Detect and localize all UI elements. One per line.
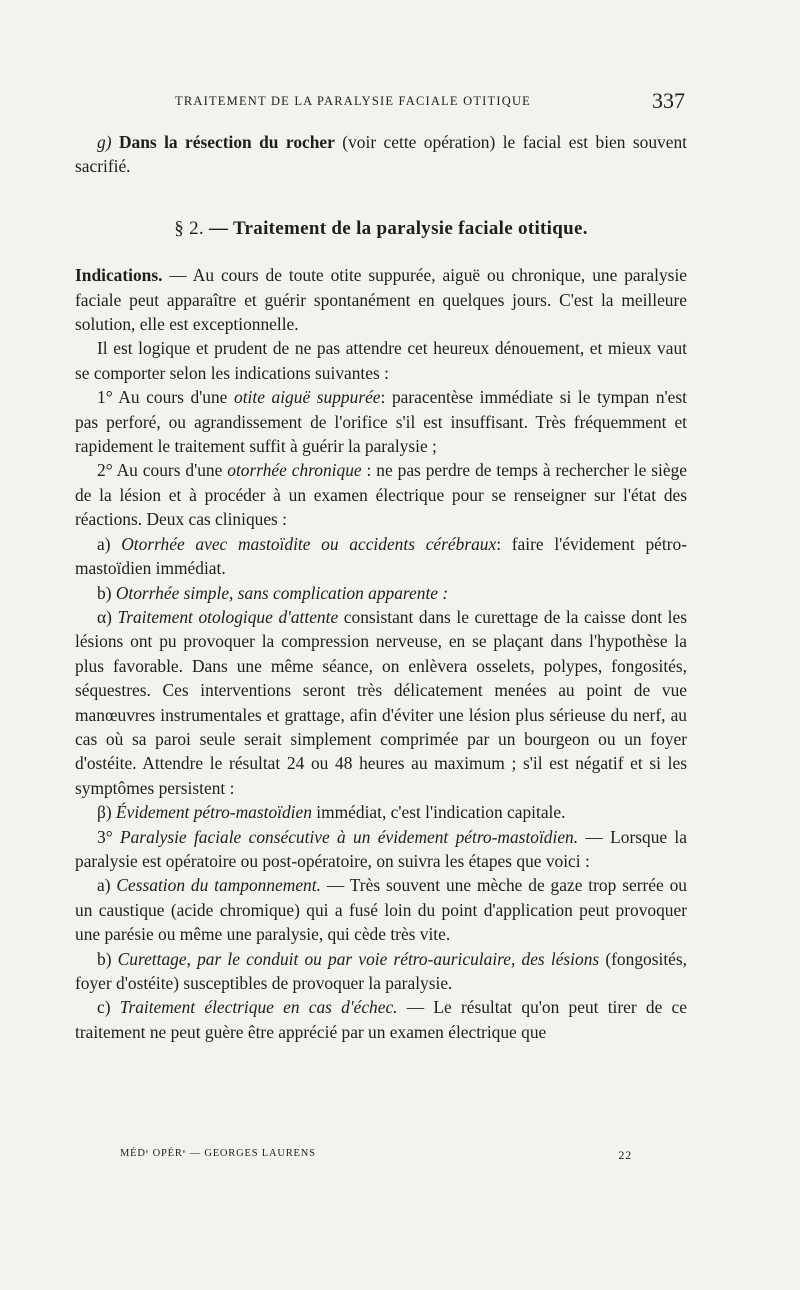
section-heading (75, 217, 687, 241)
paragraph-3 (75, 825, 687, 874)
italic-term: Otorrhée simple, sans complication apparente : (115, 582, 449, 603)
printer-signature: MÉDᵉ OPÉRᵉ — GEORGES LAURENS (120, 1148, 316, 1159)
section-number: § 2. (174, 217, 204, 239)
item-label: b) (97, 582, 116, 603)
paragraph-alpha (75, 605, 687, 800)
paragraph-text: 2° Au cours d'une (97, 460, 228, 481)
bold-term: Dans la résection du rocher (118, 132, 335, 152)
section-title: — Traitement de la paralysie faciale otitique. (208, 217, 588, 239)
item-label: c) (97, 997, 120, 1018)
paragraph-text: (voir cette opération) le facial est bien souvent sacrifié. (75, 132, 687, 177)
paragraph-c (75, 873, 687, 946)
paragraph-b (75, 581, 687, 605)
paragraph-text: — Au cours de toute otite suppurée, aiguë ou chronique, une paralysie faciale peut apparaître et guérir spontanément en quelques jours. C'est la meilleure solution, elle est exceptionnelle. (75, 265, 687, 335)
paragraph-beta (75, 800, 687, 824)
paragraph-text: consistant dans le curettage de la caisse dont les lésions ont pu provoquer la compression nerveuse, en se plaçant dans l'hypothèse la plus favorable. Dans une même séance, on enlèvera osselets, polypes, fongosités, séquestres. Ces interventions seront très délicatement menées au point de vue manœuvres instrumentales et grattage, afin d'éviter une lésion plus sérieuse du nerf, au cas où sa paroi seule serait simplement comprimée par un bourgeon ou un foyer d'ostéite. Attendre le résultat 24 ou 48 heures au maximum ; s'il est négatif et si les symptômes persistent : (75, 606, 687, 798)
paragraph-text: — Très souvent une mèche de gaze trop serrée ou un caustique (acide chromique) qui a fusé loin du point d'application peut provoquer une parésie ou même une paralysie, qui cède très vite. (75, 875, 688, 945)
paragraph-e (75, 995, 687, 1044)
italic-term: otite aiguë suppurée (234, 387, 381, 408)
paragraph-logique: Il est logique et prudent de ne pas attendre cet heureux dénouement, et mieux vaut se comporter selon les indications suivantes : (75, 338, 687, 383)
italic-term: Otorrhée avec mastoïdite ou accidents cérébraux (121, 533, 497, 554)
paragraph-text: — Lorsque la paralysie est opératoire ou post-opératoire, on suivra les étapes que voici : (75, 826, 687, 871)
paragraph-text: , (186, 948, 198, 969)
item-label: g) (97, 132, 112, 152)
paragraph-text: : paracentèse immédiate si le tympan n'est pas perforé, ou agrandissement de l'orifice s'il est insuffisant. Très fréquemment et rapidement le traitement suffit à guérir la paralysie ; (75, 387, 687, 457)
paragraph-d (75, 947, 687, 996)
italic-term: Curettage (117, 948, 187, 969)
paragraph-text: (fongosités, foyer d'ostéite) susceptibles de provoquer la paralysie. (75, 948, 687, 993)
item-label: α) (97, 606, 118, 627)
italic-term: Paralysie faciale consécutive à un évidement pétro-mastoïdien. (119, 826, 579, 847)
item-label: a) (97, 533, 122, 554)
paragraph-1 (75, 385, 687, 458)
italic-term: Évidement pétro-mastoïdien (116, 802, 312, 823)
paragraph-2 (75, 458, 687, 531)
italic-term: Traitement otologique d'attente (117, 606, 339, 627)
item-label: a) (97, 875, 117, 896)
paragraph-indications (75, 263, 687, 336)
running-title: TRAITEMENT DE LA PARALYSIE FACIALE OTITIQUE (175, 94, 532, 108)
italic-term: otorrhée chronique (227, 460, 362, 481)
italic-term: Cessation du tamponnement. (116, 875, 321, 896)
item-label: 3° (97, 826, 120, 847)
page-number: 337 (652, 88, 685, 113)
italic-term: Traitement électrique en cas d'échec. (119, 997, 398, 1018)
paragraph-text: : ne pas perdre de temps à rechercher le siège de la lésion et à procéder à un examen électrique pour se renseigner sur l'état des réactions. Deux cas cliniques : (75, 460, 687, 530)
paragraph-text: : faire l'évidement pétro-mastoïdien immédiat. (75, 533, 687, 579)
sheet-number: 22 (618, 1148, 632, 1162)
item-label: b) (97, 948, 118, 969)
paragraph-g (75, 130, 687, 179)
bold-term: Indications. (75, 265, 163, 286)
paragraph-text: immédiat, c'est l'indication capitale. (311, 802, 566, 823)
paragraph-a (75, 532, 687, 581)
paragraph-text: 1° Au cours d'une (97, 387, 234, 408)
paragraph-text: — Le résultat qu'on peut tirer de ce traitement ne peut guère être apprécié par un examen électrique que (75, 997, 687, 1042)
page-body (75, 130, 687, 1044)
italic-term: par le conduit ou par voie rétro-auriculaire, des lésions (197, 948, 600, 969)
item-label: β) (97, 802, 116, 823)
